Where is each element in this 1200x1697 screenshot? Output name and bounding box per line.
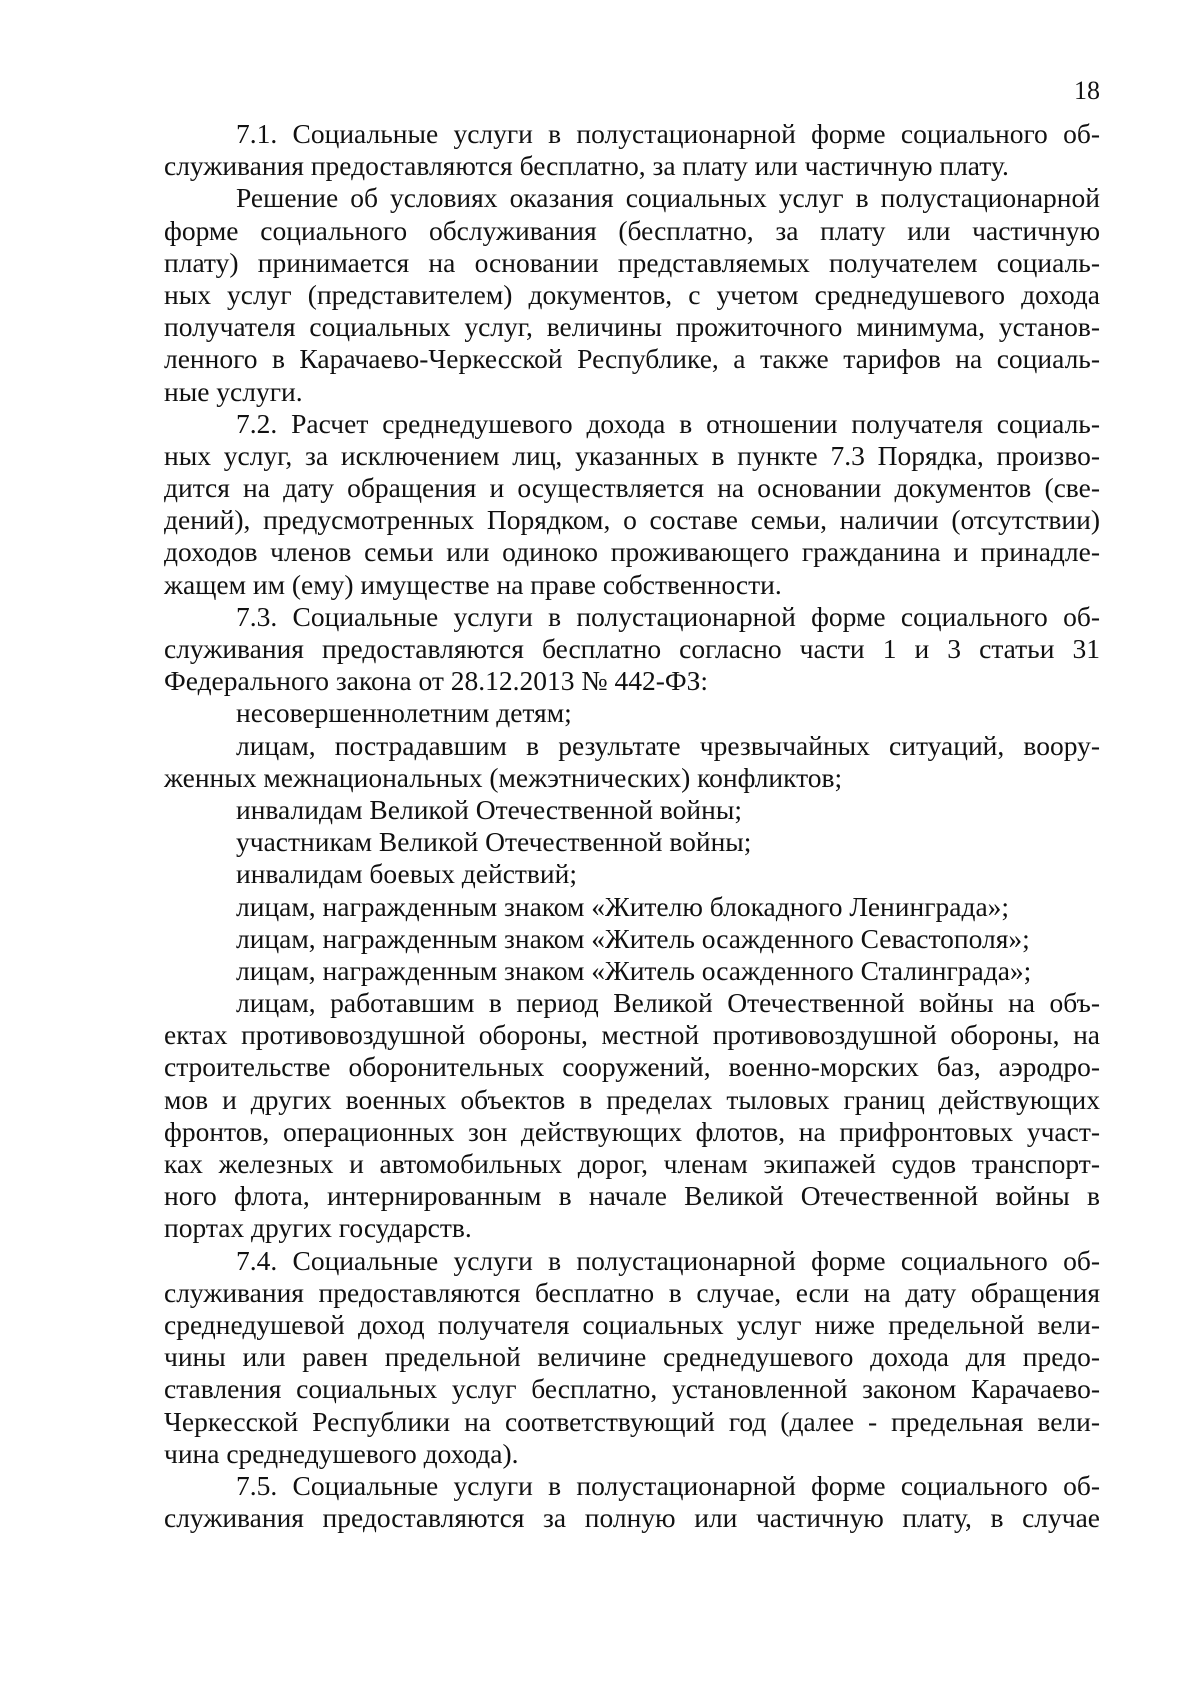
- text-line: ные услуги.: [164, 375, 303, 407]
- text-line: ного флота, интернированным в начале Великой Отечественной войны в: [164, 1180, 1100, 1212]
- text-line: мов и других военных объектов в пределах тыловых границ действующих: [164, 1083, 1100, 1115]
- text-line: 7.5. Социальные услуги в полустационарной форме социального об-: [236, 1469, 1100, 1501]
- text-line: инвалидам Великой Отечественной войны;: [236, 793, 742, 825]
- text-line: служивания предоставляются бесплатно, за плату или частичную плату.: [164, 150, 1009, 182]
- text-line: Решение об условиях оказания социальных услуг в полустационарной: [236, 182, 1100, 214]
- text-line: лицам, пострадавшим в результате чрезвычайных ситуаций, воору-: [236, 729, 1100, 761]
- text-line: ленного в Карачаево-Черкесской Республике, а также тарифов на социаль-: [164, 343, 1100, 375]
- text-line: служивания предоставляются бесплатно согласно части 1 и 3 статьи 31: [164, 633, 1100, 664]
- text-line: портах других государств.: [164, 1212, 472, 1244]
- text-line: ставления социальных услуг бесплатно, установленной законом Карачаево-: [164, 1373, 1100, 1405]
- text-line: фронтов, операционных зон действующих флотов, на прифронтовых участ-: [164, 1115, 1100, 1147]
- text-line: служивания предоставляются за полную или частичную плату, в случае: [164, 1502, 1100, 1534]
- document-body: [164, 118, 1100, 1534]
- text-line: жащем им (ему) имуществе на праве собственности.: [164, 568, 782, 600]
- text-line: ных услуг (представителем) документов, с учетом среднедушевого дохода: [164, 278, 1100, 310]
- text-line: плату) принимается на основании представляемых получателем социаль-: [164, 246, 1100, 278]
- text-line: лицам, награжденным знаком «Житель осажденного Севастополя»;: [236, 922, 1030, 954]
- text-line: Черкесской Республики на соответствующий год (далее - предельная вели-: [164, 1405, 1100, 1437]
- page-number: 18: [1074, 76, 1100, 105]
- text-line: инвалидам боевых действий;: [236, 858, 577, 890]
- text-line: ектах противовоздушной обороны, местной противовоздушной обороны, на: [164, 1019, 1100, 1051]
- text-line: 7.1. Социальные услуги в полустационарной форме социального об-: [236, 118, 1100, 149]
- text-line: форме социального обслуживания (бесплатно, за плату или частичную: [164, 214, 1100, 246]
- text-line: служивания предоставляются бесплатно в случае, если на дату обращения: [164, 1276, 1100, 1308]
- text-line: лицам, работавшим в период Великой Отечественной войны на объ-: [236, 987, 1100, 1019]
- text-line: получателя социальных услуг, величины прожиточного минимума, установ-: [164, 311, 1100, 343]
- text-line: чина среднедушевого дохода).: [164, 1437, 519, 1469]
- text-line: строительстве оборонительных сооружений, военно-морских баз, аэродро-: [164, 1051, 1100, 1083]
- text-line: несовершеннолетним детям;: [236, 697, 572, 729]
- text-line: лицам, награжденным знаком «Житель осажденного Сталинграда»;: [236, 954, 1032, 986]
- text-line: чины или равен предельной величине среднедушевого дохода для предо-: [164, 1341, 1100, 1373]
- text-line: дений), предусмотренных Порядком, о составе семьи, наличии (отсутствии): [164, 504, 1100, 536]
- text-line: участникам Великой Отечественной войны;: [236, 826, 752, 858]
- text-line: Федерального закона от 28.12.2013 № 442-ФЗ:: [164, 665, 709, 697]
- text-line: лицам, награжденным знаком «Жителю блокадного Ленинграда»;: [236, 890, 1010, 922]
- text-line: доходов членов семьи или одиноко проживающего гражданина и принадле-: [164, 536, 1100, 568]
- text-line: 7.4. Социальные услуги в полустационарной форме социального об-: [236, 1244, 1100, 1276]
- text-line: дится на дату обращения и осуществляется на основании документов (све-: [164, 472, 1100, 504]
- text-line: ках железных и автомобильных дорог, членам экипажей судов транспорт-: [164, 1148, 1100, 1179]
- text-line: женных межнациональных (межэтнических) конфликтов;: [164, 761, 843, 793]
- text-line: среднедушевой доход получателя социальных услуг ниже предельной вели-: [164, 1308, 1100, 1340]
- text-line: 7.3. Социальные услуги в полустационарной форме социального об-: [236, 600, 1100, 632]
- text-line: 7.2. Расчет среднедушевого дохода в отношении получателя социаль-: [236, 407, 1100, 439]
- text-line: ных услуг, за исключением лиц, указанных в пункте 7.3 Порядка, произво-: [164, 439, 1100, 471]
